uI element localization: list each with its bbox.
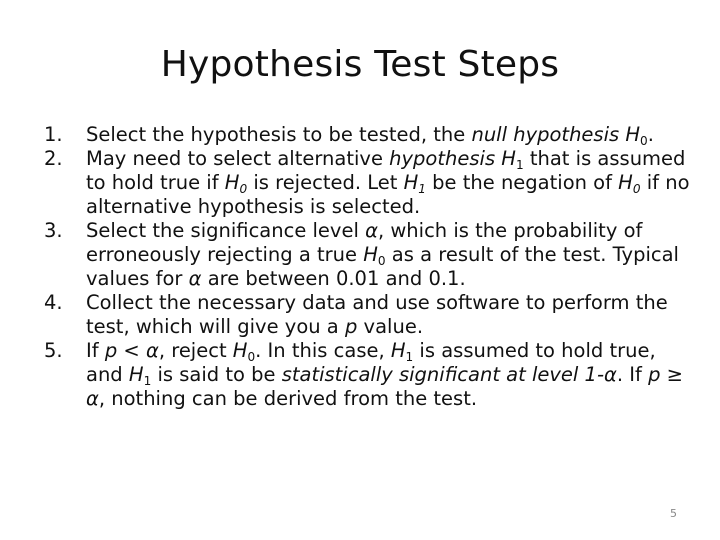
step-item	[44, 147, 694, 219]
step-text: α	[86, 387, 99, 410]
step-text: Select the significance level	[86, 219, 366, 242]
step-text: 0	[632, 182, 641, 196]
step-item	[44, 291, 694, 339]
step-number: 5.	[44, 339, 63, 362]
step-text: p	[648, 363, 661, 386]
step-text: 0	[377, 254, 386, 268]
step-text: be the negation of	[425, 171, 619, 194]
step-number: 4.	[44, 291, 63, 314]
step-text: .	[647, 123, 654, 146]
step-text: If	[86, 339, 105, 362]
step-text: 0	[239, 182, 248, 196]
step-text: Collect the necessary data and use software to perform the test, which will give you a	[86, 291, 668, 338]
step-item	[44, 339, 694, 411]
step-text: is said to be	[151, 363, 282, 386]
step-text: H	[390, 339, 406, 362]
step-text: 0	[640, 134, 648, 148]
step-text: 1	[405, 350, 414, 364]
step-text: p	[104, 339, 118, 362]
step-text: if no alternative hypothesis is selected.	[86, 171, 690, 218]
step-text: is rejected. Let	[247, 171, 404, 194]
step-number: 1.	[44, 123, 63, 146]
step-text: H	[232, 339, 248, 362]
step-text: 0	[247, 350, 256, 364]
step-text: as a result of the test. Typical values for	[86, 243, 679, 290]
step-text: p	[344, 315, 358, 338]
page-number: 5	[670, 507, 677, 520]
step-text: May need to select alternative	[86, 147, 390, 170]
step-number: 3.	[44, 219, 63, 242]
step-text: is assumed to hold true, and	[86, 339, 656, 386]
step-text: null hypothesis H	[471, 123, 641, 146]
step-text: are between 0.01 and 0.1.	[201, 267, 466, 290]
step-text: H	[363, 243, 378, 266]
step-text: 1	[418, 182, 426, 196]
step-text: . If	[616, 363, 649, 386]
step-number: 2.	[44, 147, 63, 170]
step-item	[44, 123, 694, 147]
steps-list	[44, 123, 694, 411]
step-text: H	[618, 171, 633, 194]
step-text: α	[365, 219, 378, 242]
step-text: α	[188, 267, 202, 290]
step-text: Select the hypothesis to be tested, the	[86, 123, 472, 146]
step-text: H	[403, 171, 419, 194]
slide-title: Hypothesis Test Steps	[160, 44, 560, 85]
step-text: α	[145, 339, 159, 362]
step-text: , reject	[158, 339, 233, 362]
step-text: statistically significant at level 1-α	[281, 363, 617, 386]
step-text: hypothesis H	[389, 147, 516, 170]
step-text: that is assumed to hold true if	[86, 147, 686, 194]
step-text: H	[128, 363, 144, 386]
step-text: value.	[357, 315, 424, 338]
step-item	[44, 219, 694, 291]
step-text: ≥	[660, 363, 683, 386]
step-text: , nothing can be derived from the test.	[98, 387, 478, 410]
step-text: . In this case,	[255, 339, 391, 362]
step-text: H	[224, 171, 240, 194]
step-text: <	[117, 339, 146, 362]
step-text: 1	[515, 158, 524, 172]
step-text: , which is the probability of erroneously rejecting a true	[86, 219, 643, 266]
step-text: 1	[143, 374, 152, 388]
